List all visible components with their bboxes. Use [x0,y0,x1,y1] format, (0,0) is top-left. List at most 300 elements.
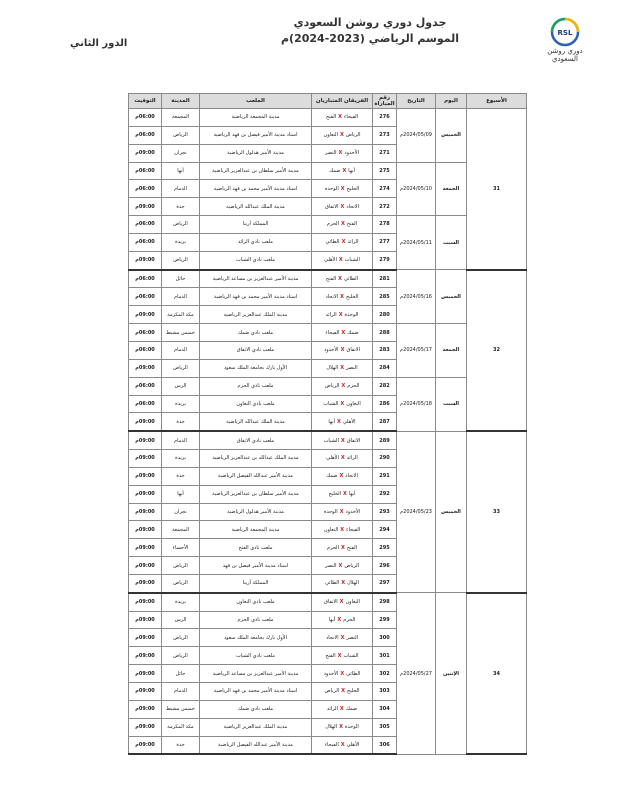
time-cell: 09:00م [129,539,162,557]
stadium-cell: استاد مدينة الأمير محمد بن فهد الرياضية [200,180,312,198]
city-cell: الرياض [162,647,200,665]
match-number: 295 [373,539,397,557]
home-team: الاتحاد [346,203,360,210]
match-number: 306 [373,736,397,754]
match-number: 302 [373,665,397,683]
home-team: الخليج [345,293,359,300]
match-number: 281 [373,270,397,288]
city-cell: مكة المكرمة [162,306,200,324]
versus-separator: X [341,580,346,587]
match-number: 288 [373,324,397,342]
page-header [240,16,500,45]
teams-cell [312,144,373,162]
city-cell: جدة [162,736,200,754]
stadium-cell: ملعب نادي ضمك [200,324,312,342]
time-cell: 09:00م [129,683,162,701]
header-stadium: الملعب [200,94,312,109]
match-number: 289 [373,431,397,449]
versus-separator: X [340,437,345,444]
home-team: أبها [348,167,355,174]
day-cell: السبت [436,377,467,431]
city-cell: جدة [162,467,200,485]
teams-cell [312,574,373,592]
teams-cell [312,198,373,216]
city-cell: الدمام [162,341,200,359]
city-cell: نجران [162,144,200,162]
time-cell: 09:00م [129,485,162,503]
home-team: التعاون [346,400,361,407]
versus-separator: X [340,526,345,533]
versus-separator: X [337,617,342,624]
time-cell: 09:00م [129,629,162,647]
versus-separator: X [339,599,344,606]
city-cell: الرياض [162,126,200,144]
city-cell: الرياض [162,216,200,234]
teams-cell [312,180,373,198]
time-cell: 09:00م [129,647,162,665]
time-cell: 09:00م [129,593,162,611]
stadium-cell: ملعب نادي الشباب [200,647,312,665]
city-cell: بريدة [162,593,200,611]
stadium-cell: ملعب نادي الاتفاق [200,431,312,449]
logo-text-line1: دوري روشن [547,47,583,55]
teams-cell [312,718,373,736]
stadium-cell: المملكة أرينا [200,216,312,234]
date-cell: 2024/05/23م [397,431,436,593]
teams-cell [312,539,373,557]
day-cell: الجمعة [436,162,467,216]
away-team: الوحدة [324,185,339,192]
city-cell: بريدة [162,395,200,413]
home-team: الاتفاق [346,347,361,354]
teams-cell [312,611,373,629]
home-team: الأهلي [346,741,360,748]
day-cell: الخميس [436,109,467,163]
stadium-cell: ملعب نادي الحزم [200,377,312,395]
match-number: 282 [373,377,397,395]
match-number: 285 [373,288,397,306]
round-label: الدور الثاني [70,38,128,49]
city-cell: الرياض [162,251,200,269]
city-cell: حائل [162,270,200,288]
stadium-cell: ملعب نادي التعاون [200,395,312,413]
fixtures-body [129,109,527,755]
match-number: 291 [373,467,397,485]
match-number: 305 [373,718,397,736]
away-team: الشباب [323,437,339,444]
header-time: التوقيت [129,94,162,109]
versus-separator: X [338,114,342,121]
away-team: الاتفاق [324,203,339,210]
away-team: الرائد [325,311,337,318]
versus-separator: X [339,132,344,139]
home-team: التعاون [345,599,360,606]
time-cell: 09:00م [129,718,162,736]
match-number: 273 [373,126,397,144]
versus-separator: X [338,276,342,283]
versus-separator: X [342,167,347,174]
versus-separator: X [339,473,344,480]
teams-cell [312,288,373,306]
time-cell: 09:00م [129,700,162,718]
week-cell: 33 [467,431,527,593]
away-team: ضمك [326,473,338,480]
match-number: 279 [373,251,397,269]
away-team: التعاون [323,132,338,139]
versus-separator: X [340,741,345,748]
versus-separator: X [340,455,345,462]
city-cell: الدمام [162,683,200,701]
versus-separator: X [340,670,345,677]
teams-cell [312,431,373,449]
teams-cell [312,109,373,127]
match-number: 274 [373,180,397,198]
away-team: أبها [328,617,336,624]
home-team: الاتحاد [345,473,358,480]
stadium-cell: ملعب نادي الشباب [200,251,312,269]
stadium-cell: استاد مدينة الأمير محمد بن فهد الرياضية [200,288,312,306]
home-team: الحزم [343,617,356,624]
home-team: الرياض [344,562,360,569]
stadium-cell: استاد مدينة الأمير فيصل بن فهد الرياضية [200,126,312,144]
home-team: الفيحاء [346,526,361,533]
time-cell: 09:00م [129,665,162,683]
city-cell: الرس [162,611,200,629]
match-number: 301 [373,647,397,665]
teams-cell [312,162,373,180]
time-cell: 09:00م [129,557,162,575]
away-team: الخليج [328,491,342,498]
time-cell: 09:00م [129,574,162,592]
home-team: الوحدة [344,311,359,318]
versus-separator: X [341,329,346,336]
time-cell: 09:00م [129,611,162,629]
match-number: 283 [373,341,397,359]
teams-cell [312,450,373,468]
away-team: الاتحاد [325,634,339,641]
date-cell: 2024/05/18م [397,377,436,431]
stadium-cell: ملعب نادي الرائد [200,233,312,251]
time-cell: 09:00م [129,306,162,324]
home-team: الفتح [346,544,358,551]
rsl-badge-icon [550,17,580,47]
time-cell: 06:00م [129,324,162,342]
time-cell: 06:00م [129,109,162,127]
away-team: الفتح [325,114,337,121]
home-team: الوحدة [344,724,359,731]
match-number: 275 [373,162,397,180]
match-number: 304 [373,700,397,718]
match-number: 294 [373,521,397,539]
home-team: الفيحاء [343,114,359,121]
date-cell: 2024/05/27م [397,593,436,755]
header-teams: الفريقان المتباريان [312,94,373,109]
time-cell: 06:00م [129,233,162,251]
teams-cell [312,736,373,754]
home-team: الخليج [346,688,360,695]
city-cell: الرياض [162,557,200,575]
versus-separator: X [340,544,345,551]
header-city: المدينة [162,94,200,109]
city-cell: جدة [162,198,200,216]
away-team: الهلال [326,365,339,372]
date-cell: 2024/05/09م [397,109,436,163]
match-number: 300 [373,629,397,647]
versus-separator: X [338,562,343,569]
city-cell: الدمام [162,180,200,198]
city-cell: نجران [162,503,200,521]
versus-separator: X [340,221,345,228]
away-team: الحزم [326,221,339,228]
stadium-cell: مدينة الأمير سلطان بن عبدالعزيز الرياضية [200,485,312,503]
week-cell: 31 [467,109,527,270]
city-cell: الرياض [162,574,200,592]
header-date: التاريخ [397,94,436,109]
away-team: الاتفاق [324,599,338,606]
home-team: الرائد [346,455,358,462]
teams-cell [312,306,373,324]
stadium-cell: مدينة الملك عبدالعزيز الرياضية [200,306,312,324]
stadium-cell: مدينة الأمير عبدالله الفيصل الرياضية [200,467,312,485]
teams-cell [312,665,373,683]
week-cell: 34 [467,593,527,755]
stadium-cell: مدينة المجمعة الرياضية [200,109,312,127]
versus-separator: X [337,418,341,425]
table-row [129,593,527,611]
home-team: ضمك [345,706,358,713]
away-team: ضمك [329,167,341,174]
day-cell: الجمعة [436,324,467,378]
teams-cell [312,359,373,377]
versus-separator: X [340,365,345,372]
away-team: الحزم [326,544,339,551]
versus-separator: X [343,491,347,498]
versus-separator: X [340,185,345,192]
teams-cell [312,270,373,288]
home-team: الأهلي [342,418,356,425]
versus-separator: X [340,347,345,354]
teams-cell [312,413,373,431]
teams-cell [312,503,373,521]
date-cell: 2024/05/16م [397,270,436,324]
home-team: الشباب [343,652,359,659]
teams-cell [312,126,373,144]
stadium-cell: ملعب نادي التعاون [200,593,312,611]
date-cell: 2024/05/17م [397,324,436,378]
versus-separator: X [340,203,345,210]
city-cell: أبها [162,485,200,503]
versus-separator: X [340,293,344,300]
table-header-row [129,94,527,109]
page-title: جدول دوري روشن السعودي [293,16,447,29]
home-team: الطائي [346,670,361,677]
header-match-no: رقم المباراة [374,95,395,107]
stadium-cell: مدينة الأمير عبدالله الفيصل الرياضية [200,736,312,754]
away-team: الأخدود [323,347,339,354]
stadium-cell: مدينة الأمير عبدالعزيز بن مساعد الرياضية [200,665,312,683]
time-cell: 09:00م [129,521,162,539]
match-number: 278 [373,216,397,234]
match-number: 287 [373,413,397,431]
time-cell: 06:00م [129,341,162,359]
match-number: 277 [373,233,397,251]
time-cell: 09:00م [129,144,162,162]
table-row [129,431,527,449]
time-cell: 06:00م [129,270,162,288]
stadium-cell: مدينة الملك عبدالله بن عبدالعزيز الرياضية [200,450,312,468]
teams-cell [312,467,373,485]
away-team: الرائد [326,706,338,713]
teams-cell [312,629,373,647]
home-team: الأخدود [345,508,361,515]
teams-cell [312,485,373,503]
date-cell: 2024/05/11م [397,216,436,270]
versus-separator: X [339,724,343,731]
stadium-cell: استاد مدينة الأمير محمد بن فهد الرياضية [200,683,312,701]
time-cell: 06:00م [129,395,162,413]
match-number: 280 [373,306,397,324]
time-cell: 09:00م [129,359,162,377]
versus-separator: X [337,652,342,659]
match-number: 284 [373,359,397,377]
stadium-cell: ملعب نادي الاتفاق [200,341,312,359]
logo-badge-text: RSL [557,29,573,37]
versus-separator: X [339,508,344,515]
away-team: الفيحاء [325,329,340,336]
stadium-cell: مدينة الملك عبدالعزيز الرياضية [200,718,312,736]
away-team: الفتح [325,652,336,659]
versus-separator: X [340,400,345,407]
home-team: الشباب [344,257,360,264]
stadium-cell: الأول بارك بجامعة الملك سعود [200,629,312,647]
city-cell: أبها [162,162,200,180]
time-cell: 09:00م [129,413,162,431]
city-cell: حائل [162,665,200,683]
day-cell: السبت [436,216,467,270]
home-team: الهلال [347,580,359,587]
away-team: الهلال [325,724,338,731]
teams-cell [312,557,373,575]
match-number: 298 [373,593,397,611]
week-cell: 32 [467,270,527,432]
city-cell: جدة [162,413,200,431]
match-number: 286 [373,395,397,413]
time-cell: 06:00م [129,126,162,144]
versus-separator: X [339,706,344,713]
match-number: 271 [373,144,397,162]
day-cell: الإثنين [436,593,467,755]
match-number: 303 [373,683,397,701]
away-team: الفيحاء [324,741,339,748]
away-team: الطائي [325,580,340,587]
versus-separator: X [341,239,346,246]
home-team: أبها [348,491,356,498]
table-row [129,109,527,127]
away-team: الرياض [324,383,340,390]
time-cell: 09:00م [129,450,162,468]
date-cell: 2024/05/10م [397,162,436,216]
stadium-cell: مدينة الملك عبدالله الرياضية [200,413,312,431]
stadium-cell: الأول بارك بجامعة الملك سعود [200,359,312,377]
stadium-cell: مدينة الأمير هذلول الرياضية [200,503,312,521]
match-number: 292 [373,485,397,503]
teams-cell [312,593,373,611]
season-subtitle: الموسم الرياضي (2023-2024)م [281,32,459,45]
home-team: الرياض [345,132,361,139]
match-number: 272 [373,198,397,216]
city-cell: المجمعة [162,521,200,539]
teams-cell [312,377,373,395]
away-team: التعاون [323,526,339,533]
match-number: 296 [373,557,397,575]
teams-cell [312,700,373,718]
stadium-cell: مدينة المجمعة الرياضية [200,521,312,539]
away-team: الأخدود [323,670,339,677]
day-cell: الخميس [436,270,467,324]
versus-separator: X [341,383,346,390]
away-team: أبها [328,418,336,425]
away-team: الطائي [325,239,340,246]
time-cell: 06:00م [129,180,162,198]
stadium-cell: ملعب نادي الفتح [200,539,312,557]
time-cell: 06:00م [129,216,162,234]
stadium-cell: ملعب نادي الحزم [200,611,312,629]
home-team: النصر [346,365,358,372]
match-number: 299 [373,611,397,629]
stadium-cell: ملعب نادي ضمك [200,700,312,718]
teams-cell [312,216,373,234]
fixtures-table [128,93,527,755]
versus-separator: X [338,257,343,264]
teams-cell [312,647,373,665]
teams-cell [312,324,373,342]
city-cell: خميس مشيط [162,700,200,718]
teams-cell [312,395,373,413]
match-number: 290 [373,450,397,468]
city-cell: خميس مشيط [162,324,200,342]
city-cell: الرياض [162,629,200,647]
league-logo [541,17,589,75]
city-cell: الرس [162,377,200,395]
day-cell: الخميس [436,431,467,593]
away-team: النصر [325,150,337,157]
header-week: الأسبوع [467,94,527,109]
header-day: اليوم [436,94,467,109]
teams-cell [312,251,373,269]
home-team: الخليج [346,185,360,192]
stadium-cell: مدينة الملك عبدالله الرياضية [200,198,312,216]
logo-text-line2: السعودي [552,55,578,63]
city-cell: الرياض [162,359,200,377]
match-number: 293 [373,503,397,521]
time-cell: 06:00م [129,377,162,395]
match-number: 276 [373,109,397,127]
city-cell: الدمام [162,431,200,449]
home-team: الأخدود [344,150,359,157]
home-team: الفتح [346,221,358,228]
home-team: الطائي [343,276,359,283]
time-cell: 09:00م [129,198,162,216]
city-cell: الدمام [162,288,200,306]
time-cell: 09:00م [129,251,162,269]
home-team: النصر [346,634,358,641]
home-team: الاتفاق [346,437,361,444]
time-cell: 09:00م [129,467,162,485]
away-team: الاتحاد [325,293,339,300]
time-cell: 09:00م [129,736,162,754]
away-team: الأهلي [326,455,339,462]
stadium-cell: مدينة الأمير سلطان بن عبدالعزيز الرياضية [200,162,312,180]
